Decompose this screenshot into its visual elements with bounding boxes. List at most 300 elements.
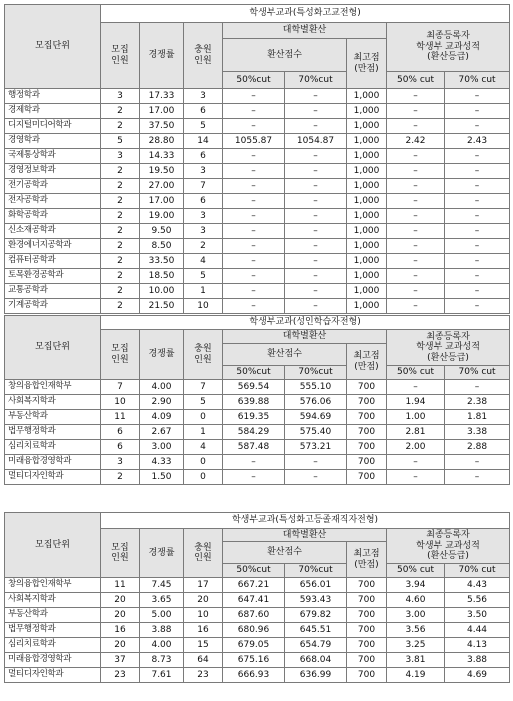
quota-value: 2 bbox=[101, 224, 140, 239]
ratio-value: 8.73 bbox=[140, 653, 184, 668]
grade50-value: – bbox=[387, 149, 445, 164]
rank-value: 3 bbox=[184, 89, 223, 104]
cut50-score: – bbox=[223, 269, 285, 284]
ratio-value: 18.50 bbox=[140, 269, 184, 284]
rank-value: 4 bbox=[184, 440, 223, 455]
grade50-value: 2.42 bbox=[387, 134, 445, 149]
max-score-value: 700 bbox=[347, 668, 387, 683]
max-score-value: 700 bbox=[347, 380, 387, 395]
cut70-score: 679.82 bbox=[285, 608, 347, 623]
max-score-value: 1,000 bbox=[347, 284, 387, 299]
max-score-value: 1,000 bbox=[347, 209, 387, 224]
header-cut70: 70%cut bbox=[285, 72, 347, 89]
quota-value: 2 bbox=[101, 299, 140, 314]
table-row bbox=[5, 455, 510, 470]
grade70-value: – bbox=[445, 89, 510, 104]
cut70-score: 656.01 bbox=[285, 578, 347, 593]
cut70-score: – bbox=[285, 299, 347, 314]
cut70-score: – bbox=[285, 164, 347, 179]
cut50-score: – bbox=[223, 89, 285, 104]
header-max-score: 최고점 (만점) bbox=[347, 39, 387, 89]
cut50-score: – bbox=[223, 164, 285, 179]
table-row bbox=[5, 410, 510, 425]
cut50-score: – bbox=[223, 149, 285, 164]
ratio-value: 3.88 bbox=[140, 623, 184, 638]
dept-name: 경제학과 bbox=[5, 104, 101, 119]
table-row bbox=[5, 638, 510, 653]
header-cut70: 70%cut bbox=[285, 366, 347, 380]
dept-name: 국제통상학과 bbox=[5, 149, 101, 164]
cut70-score: 575.40 bbox=[285, 425, 347, 440]
cut70-score: – bbox=[285, 149, 347, 164]
grade70-value: 2.38 bbox=[445, 395, 510, 410]
ratio-value: 9.50 bbox=[140, 224, 184, 239]
grade50-value: – bbox=[387, 239, 445, 254]
table-title: 학생부교과(특성화고등졸재직자전형) bbox=[101, 513, 510, 529]
cut50-score: 680.96 bbox=[223, 623, 285, 638]
ratio-value: 17.33 bbox=[140, 89, 184, 104]
header-max-score: 최고점 (만점) bbox=[347, 542, 387, 578]
ratio-value: 4.33 bbox=[140, 455, 184, 470]
max-score-value: 700 bbox=[347, 608, 387, 623]
ratio-value: 8.50 bbox=[140, 239, 184, 254]
cut70-score: 654.79 bbox=[285, 638, 347, 653]
quota-value: 2 bbox=[101, 179, 140, 194]
cut70-score: 645.51 bbox=[285, 623, 347, 638]
cut70-score: 636.99 bbox=[285, 668, 347, 683]
ratio-value: 33.50 bbox=[140, 254, 184, 269]
header-grade50: 50% cut bbox=[387, 366, 445, 380]
quota-value: 2 bbox=[101, 119, 140, 134]
dept-name: 경영학과 bbox=[5, 134, 101, 149]
table-row bbox=[5, 224, 510, 239]
header-ratio: 경쟁률 bbox=[140, 330, 184, 380]
grade50-value: – bbox=[387, 470, 445, 485]
dept-name: 전기공학과 bbox=[5, 179, 101, 194]
cut70-score: – bbox=[285, 269, 347, 284]
rank-value: 6 bbox=[184, 149, 223, 164]
quota-value: 3 bbox=[101, 149, 140, 164]
header-rank: 충원 인원 bbox=[184, 330, 223, 380]
quota-value: 6 bbox=[101, 425, 140, 440]
cut70-score: 1054.87 bbox=[285, 134, 347, 149]
dept-name: 법무행정학과 bbox=[5, 425, 101, 440]
rank-value: 1 bbox=[184, 284, 223, 299]
ratio-value: 7.45 bbox=[140, 578, 184, 593]
table-row bbox=[5, 194, 510, 209]
rank-value: 7 bbox=[184, 179, 223, 194]
max-score-value: 1,000 bbox=[347, 134, 387, 149]
cut70-score: – bbox=[285, 239, 347, 254]
ratio-value: 3.65 bbox=[140, 593, 184, 608]
header-quota: 모집 인원 bbox=[101, 23, 140, 89]
cut70-score: 593.43 bbox=[285, 593, 347, 608]
header-final-reg: 최종등록자 학생부 교과성적 (환산등급) bbox=[387, 529, 510, 564]
dept-name: 디지털미디어학과 bbox=[5, 119, 101, 134]
cut70-score: – bbox=[285, 209, 347, 224]
max-score-value: 700 bbox=[347, 440, 387, 455]
quota-value: 2 bbox=[101, 470, 140, 485]
cut70-score: 594.69 bbox=[285, 410, 347, 425]
cut70-score: 576.06 bbox=[285, 395, 347, 410]
cut50-score: 639.88 bbox=[223, 395, 285, 410]
header-univ-conv: 대학별환산 bbox=[223, 529, 387, 542]
grade50-value: 3.94 bbox=[387, 578, 445, 593]
grade50-value: – bbox=[387, 299, 445, 314]
cut70-score: 573.21 bbox=[285, 440, 347, 455]
table-body bbox=[5, 578, 510, 683]
grade70-value: – bbox=[445, 299, 510, 314]
header-ratio: 경쟁률 bbox=[140, 529, 184, 578]
grade50-value: 1.00 bbox=[387, 410, 445, 425]
cut70-score: – bbox=[285, 224, 347, 239]
ratio-value: 2.67 bbox=[140, 425, 184, 440]
dept-name: 경영정보학과 bbox=[5, 164, 101, 179]
max-score-value: 700 bbox=[347, 395, 387, 410]
rank-value: 0 bbox=[184, 455, 223, 470]
table-row bbox=[5, 269, 510, 284]
max-score-value: 700 bbox=[347, 623, 387, 638]
grade70-value: – bbox=[445, 455, 510, 470]
rank-value: 23 bbox=[184, 668, 223, 683]
rank-value: 3 bbox=[184, 224, 223, 239]
table-row bbox=[5, 134, 510, 149]
header-final-reg: 최종등록자 학생부 교과성적 (환산등급) bbox=[387, 330, 510, 366]
header-rank: 충원 인원 bbox=[184, 23, 223, 89]
dept-name: 멀티디자인학과 bbox=[5, 668, 101, 683]
table-body bbox=[5, 380, 510, 485]
cut70-score: – bbox=[285, 470, 347, 485]
ratio-value: 1.50 bbox=[140, 470, 184, 485]
grade70-value: – bbox=[445, 284, 510, 299]
ratio-value: 19.50 bbox=[140, 164, 184, 179]
header-conv-score: 환산점수 bbox=[223, 39, 347, 72]
quota-value: 11 bbox=[101, 410, 140, 425]
cut50-score: – bbox=[223, 299, 285, 314]
ratio-value: 14.33 bbox=[140, 149, 184, 164]
quota-value: 2 bbox=[101, 194, 140, 209]
header-cut50: 50%cut bbox=[223, 366, 285, 380]
dept-name: 부동산학과 bbox=[5, 410, 101, 425]
cut70-score: – bbox=[285, 254, 347, 269]
header-grade50: 50% cut bbox=[387, 72, 445, 89]
grade70-value: 2.88 bbox=[445, 440, 510, 455]
header-unit: 모집단위 bbox=[5, 316, 101, 380]
header-grade50: 50% cut bbox=[387, 564, 445, 578]
quota-value: 2 bbox=[101, 239, 140, 254]
admission-table-employed-grad bbox=[4, 512, 510, 683]
grade70-value: 4.43 bbox=[445, 578, 510, 593]
quota-value: 10 bbox=[101, 395, 140, 410]
max-score-value: 700 bbox=[347, 578, 387, 593]
cut50-score: 679.05 bbox=[223, 638, 285, 653]
cut50-score: – bbox=[223, 209, 285, 224]
grade70-value: – bbox=[445, 269, 510, 284]
dept-name: 전자공학과 bbox=[5, 194, 101, 209]
admission-table-adult-learner bbox=[4, 315, 510, 485]
cut70-score: – bbox=[285, 119, 347, 134]
cut70-score: – bbox=[285, 194, 347, 209]
dept-name: 컴퓨터공학과 bbox=[5, 254, 101, 269]
cut50-score: 687.60 bbox=[223, 608, 285, 623]
cut70-score: – bbox=[285, 284, 347, 299]
max-score-value: 1,000 bbox=[347, 194, 387, 209]
grade50-value: – bbox=[387, 284, 445, 299]
grade50-value: – bbox=[387, 179, 445, 194]
table-row bbox=[5, 623, 510, 638]
dept-name: 부동산학과 bbox=[5, 608, 101, 623]
header-conv-score: 환산점수 bbox=[223, 344, 347, 366]
grade50-value: – bbox=[387, 455, 445, 470]
max-score-value: 700 bbox=[347, 455, 387, 470]
grade70-value: 3.50 bbox=[445, 608, 510, 623]
grade70-value: 4.13 bbox=[445, 638, 510, 653]
ratio-value: 3.00 bbox=[140, 440, 184, 455]
grade50-value: – bbox=[387, 209, 445, 224]
cut50-score: – bbox=[223, 284, 285, 299]
ratio-value: 10.00 bbox=[140, 284, 184, 299]
table-row bbox=[5, 299, 510, 314]
grade50-value: 1.94 bbox=[387, 395, 445, 410]
dept-name: 심리치료학과 bbox=[5, 440, 101, 455]
grade50-value: 2.81 bbox=[387, 425, 445, 440]
grade70-value: – bbox=[445, 119, 510, 134]
header-univ-conv: 대학별환산 bbox=[223, 23, 387, 39]
header-grade70: 70% cut bbox=[445, 366, 510, 380]
cut50-score: – bbox=[223, 224, 285, 239]
max-score-value: 700 bbox=[347, 410, 387, 425]
quota-value: 11 bbox=[101, 578, 140, 593]
dept-name: 사회복지학과 bbox=[5, 395, 101, 410]
ratio-value: 19.00 bbox=[140, 209, 184, 224]
rank-value: 17 bbox=[184, 578, 223, 593]
ratio-value: 17.00 bbox=[140, 104, 184, 119]
grade50-value: 4.19 bbox=[387, 668, 445, 683]
table-row bbox=[5, 239, 510, 254]
table-row bbox=[5, 179, 510, 194]
header-cut70: 70%cut bbox=[285, 564, 347, 578]
table-row bbox=[5, 395, 510, 410]
max-score-value: 1,000 bbox=[347, 149, 387, 164]
table-row bbox=[5, 440, 510, 455]
rank-value: 3 bbox=[184, 209, 223, 224]
rank-value: 16 bbox=[184, 623, 223, 638]
dept-name: 사회복지학과 bbox=[5, 593, 101, 608]
rank-value: 0 bbox=[184, 470, 223, 485]
quota-value: 6 bbox=[101, 440, 140, 455]
cut70-score: – bbox=[285, 89, 347, 104]
header-grade70: 70% cut bbox=[445, 72, 510, 89]
grade70-value: 3.38 bbox=[445, 425, 510, 440]
max-score-value: 700 bbox=[347, 593, 387, 608]
dept-name: 창의융합인재학부 bbox=[5, 578, 101, 593]
ratio-value: 37.50 bbox=[140, 119, 184, 134]
dept-name: 미래융합경영학과 bbox=[5, 653, 101, 668]
cut70-score: 668.04 bbox=[285, 653, 347, 668]
rank-value: 1 bbox=[184, 425, 223, 440]
header-unit: 모집단위 bbox=[5, 513, 101, 578]
table-row bbox=[5, 89, 510, 104]
table-row bbox=[5, 164, 510, 179]
table-row bbox=[5, 254, 510, 269]
max-score-value: 1,000 bbox=[347, 239, 387, 254]
cut50-score: 647.41 bbox=[223, 593, 285, 608]
cut50-score: – bbox=[223, 455, 285, 470]
admission-table-specialized-hs bbox=[4, 4, 510, 314]
quota-value: 20 bbox=[101, 608, 140, 623]
max-score-value: 1,000 bbox=[347, 179, 387, 194]
cut50-score: 619.35 bbox=[223, 410, 285, 425]
dept-name: 미래융합경영학과 bbox=[5, 455, 101, 470]
grade50-value: – bbox=[387, 119, 445, 134]
grade50-value: – bbox=[387, 224, 445, 239]
quota-value: 2 bbox=[101, 209, 140, 224]
table-body bbox=[5, 89, 510, 314]
ratio-value: 4.00 bbox=[140, 638, 184, 653]
cut50-score: – bbox=[223, 119, 285, 134]
cut50-score: – bbox=[223, 470, 285, 485]
header-univ-conv: 대학별환산 bbox=[223, 330, 387, 344]
quota-value: 23 bbox=[101, 668, 140, 683]
grade50-value: 3.25 bbox=[387, 638, 445, 653]
grade70-value: – bbox=[445, 224, 510, 239]
rank-value: 5 bbox=[184, 269, 223, 284]
grade50-value: – bbox=[387, 380, 445, 395]
quota-value: 7 bbox=[101, 380, 140, 395]
table-row bbox=[5, 380, 510, 395]
dept-name: 법무행정학과 bbox=[5, 623, 101, 638]
max-score-value: 1,000 bbox=[347, 224, 387, 239]
dept-name: 심리치료학과 bbox=[5, 638, 101, 653]
grade70-value: – bbox=[445, 254, 510, 269]
cut70-score: – bbox=[285, 455, 347, 470]
rank-value: 6 bbox=[184, 194, 223, 209]
rank-value: 5 bbox=[184, 395, 223, 410]
grade70-value: 2.43 bbox=[445, 134, 510, 149]
grade70-value: 4.69 bbox=[445, 668, 510, 683]
table-row bbox=[5, 149, 510, 164]
rank-value: 10 bbox=[184, 608, 223, 623]
cut50-score: 666.93 bbox=[223, 668, 285, 683]
max-score-value: 1,000 bbox=[347, 299, 387, 314]
rank-value: 20 bbox=[184, 593, 223, 608]
max-score-value: 700 bbox=[347, 425, 387, 440]
dept-name: 신소재공학과 bbox=[5, 224, 101, 239]
cut50-score: 675.16 bbox=[223, 653, 285, 668]
cut50-score: – bbox=[223, 179, 285, 194]
grade50-value: 3.81 bbox=[387, 653, 445, 668]
table-row bbox=[5, 104, 510, 119]
grade70-value: 5.56 bbox=[445, 593, 510, 608]
quota-value: 3 bbox=[101, 89, 140, 104]
cut50-score: 1055.87 bbox=[223, 134, 285, 149]
header-unit: 모집단위 bbox=[5, 5, 101, 89]
grade50-value: – bbox=[387, 104, 445, 119]
grade70-value: – bbox=[445, 380, 510, 395]
grade70-value: – bbox=[445, 194, 510, 209]
dept-name: 행정학과 bbox=[5, 89, 101, 104]
header-ratio: 경쟁률 bbox=[140, 23, 184, 89]
quota-value: 2 bbox=[101, 284, 140, 299]
rank-value: 7 bbox=[184, 380, 223, 395]
cut50-score: 667.21 bbox=[223, 578, 285, 593]
header-max-score: 최고점 (만점) bbox=[347, 344, 387, 380]
table-row bbox=[5, 284, 510, 299]
max-score-value: 700 bbox=[347, 638, 387, 653]
grade70-value: – bbox=[445, 104, 510, 119]
quota-value: 2 bbox=[101, 164, 140, 179]
grade70-value: – bbox=[445, 179, 510, 194]
header-conv-score: 환산점수 bbox=[223, 542, 347, 564]
quota-value: 2 bbox=[101, 104, 140, 119]
max-score-value: 1,000 bbox=[347, 164, 387, 179]
ratio-value: 4.00 bbox=[140, 380, 184, 395]
grade70-value: – bbox=[445, 239, 510, 254]
quota-value: 3 bbox=[101, 455, 140, 470]
ratio-value: 28.80 bbox=[140, 134, 184, 149]
grade70-value: 3.88 bbox=[445, 653, 510, 668]
table-title: 학생부교과(특성화고교전형) bbox=[101, 5, 510, 23]
ratio-value: 21.50 bbox=[140, 299, 184, 314]
grade50-value: – bbox=[387, 164, 445, 179]
cut70-score: – bbox=[285, 179, 347, 194]
quota-value: 5 bbox=[101, 134, 140, 149]
table-row bbox=[5, 425, 510, 440]
table-row bbox=[5, 593, 510, 608]
table-row bbox=[5, 608, 510, 623]
grade50-value: – bbox=[387, 254, 445, 269]
grade50-value: – bbox=[387, 89, 445, 104]
cut50-score: – bbox=[223, 254, 285, 269]
table-row bbox=[5, 668, 510, 683]
ratio-value: 4.09 bbox=[140, 410, 184, 425]
grade70-value: – bbox=[445, 164, 510, 179]
quota-value: 2 bbox=[101, 254, 140, 269]
cut50-score: 587.48 bbox=[223, 440, 285, 455]
max-score-value: 1,000 bbox=[347, 119, 387, 134]
grade70-value: 1.81 bbox=[445, 410, 510, 425]
grade50-value: – bbox=[387, 194, 445, 209]
quota-value: 16 bbox=[101, 623, 140, 638]
rank-value: 6 bbox=[184, 104, 223, 119]
rank-value: 3 bbox=[184, 164, 223, 179]
header-rank: 충원 인원 bbox=[184, 529, 223, 578]
ratio-value: 5.00 bbox=[140, 608, 184, 623]
ratio-value: 7.61 bbox=[140, 668, 184, 683]
table-row bbox=[5, 470, 510, 485]
table-row bbox=[5, 209, 510, 224]
cut50-score: – bbox=[223, 239, 285, 254]
ratio-value: 27.00 bbox=[140, 179, 184, 194]
rank-value: 10 bbox=[184, 299, 223, 314]
ratio-value: 2.90 bbox=[140, 395, 184, 410]
cut50-score: 569.54 bbox=[223, 380, 285, 395]
table-row bbox=[5, 578, 510, 593]
table-row bbox=[5, 119, 510, 134]
grade50-value: 3.56 bbox=[387, 623, 445, 638]
grade70-value: – bbox=[445, 149, 510, 164]
max-score-value: 700 bbox=[347, 470, 387, 485]
dept-name: 화학공학과 bbox=[5, 209, 101, 224]
header-cut50: 50%cut bbox=[223, 564, 285, 578]
quota-value: 20 bbox=[101, 593, 140, 608]
grade70-value: – bbox=[445, 470, 510, 485]
header-cut50: 50%cut bbox=[223, 72, 285, 89]
max-score-value: 700 bbox=[347, 653, 387, 668]
rank-value: 14 bbox=[184, 134, 223, 149]
quota-value: 37 bbox=[101, 653, 140, 668]
grade50-value: 3.00 bbox=[387, 608, 445, 623]
